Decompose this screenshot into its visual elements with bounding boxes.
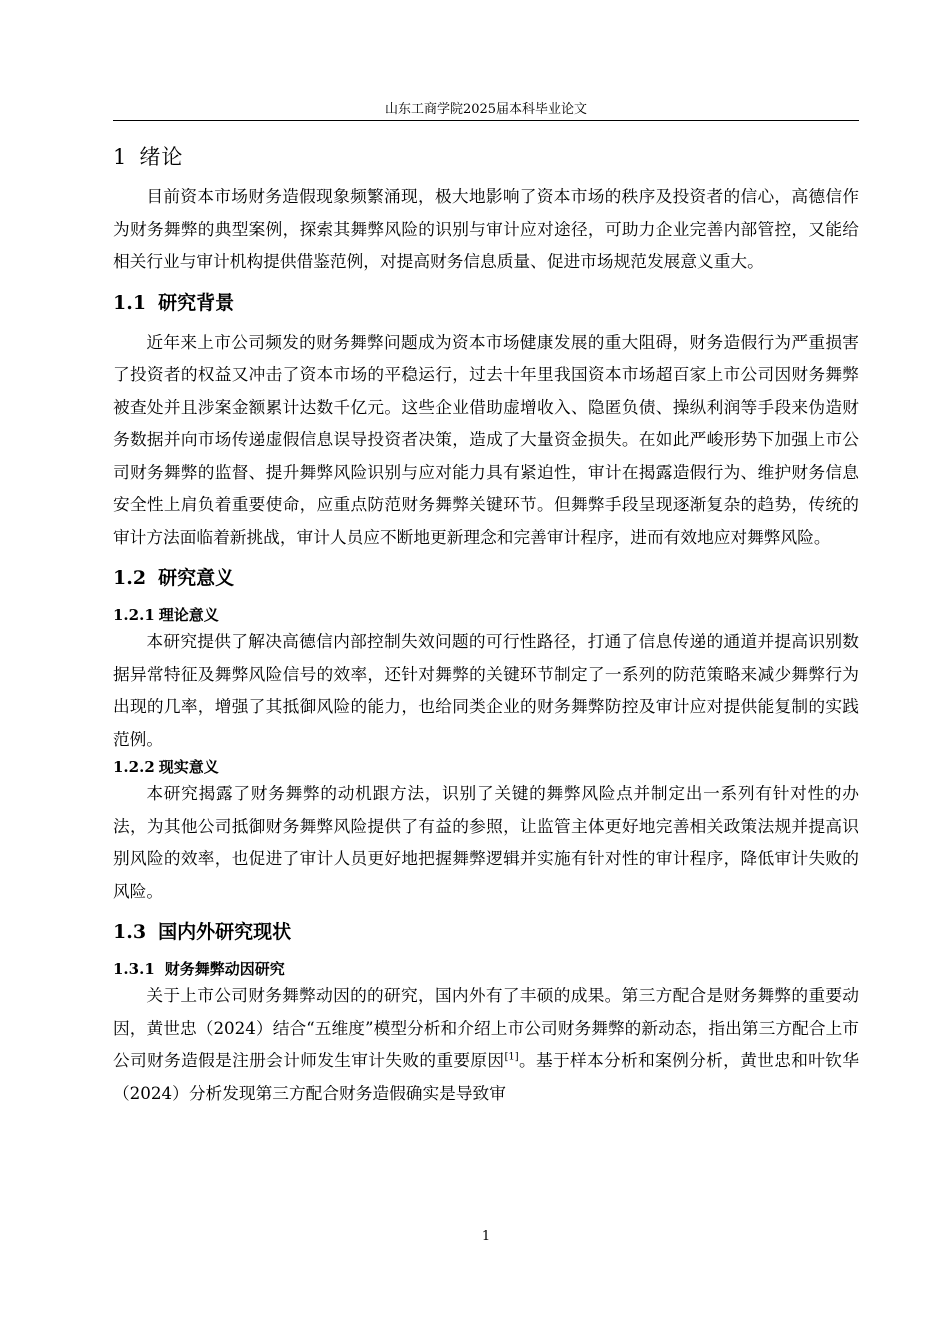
subsection-heading-1-2-2 xyxy=(113,757,859,777)
page-number: 1 xyxy=(481,1229,491,1244)
subsection-1-2-2-paragraph: 本研究揭露了财务舞弊的动机跟方法，识别了关键的舞弊风险点并制定出一系列有针对性的办法，为其他公司抵御财务舞弊风险提供了有益的参照，让监管主体更好地完善相关政策法规并提高识别风险的效率，也促进了审计人员更好地把握舞弊逻辑并实施有针对性的审计程序，降低审计失败的风险。 xyxy=(113,783,859,901)
citation-marker[interactable]: [1] xyxy=(504,1051,519,1063)
subsection-title: 现实意义 xyxy=(158,758,219,776)
page-body xyxy=(113,140,859,1109)
subsection-1-3-1-paragraph xyxy=(113,979,859,1109)
paragraph-text: 。基于样本分析和案例分析，黄世忠和叶钦华（2024）分析发现第三方配合财务造假确实是导致审 xyxy=(113,1050,860,1103)
subsection-title: 理论意义 xyxy=(158,606,219,624)
chapter-number: 1 xyxy=(113,145,128,169)
subsection-heading-1-2-1 xyxy=(113,605,859,625)
chapter-heading xyxy=(113,144,859,170)
subsection-number: 1.2.2 xyxy=(113,758,155,776)
subsection-1-2-1-paragraph: 本研究提供了解决高德信内部控制失效问题的可行性路径，打通了信息传递的通道并提高识别数据异常特征及舞弊风险信号的效率，还针对舞弊的关键环节制定了一系列的防范策略来减少舞弊行为出现的几率，增强了其抵御风险的能力，也给同类企业的财务舞弊防控及审计应对提供能复制的实践范例。 xyxy=(113,631,859,749)
section-number: 1.1 xyxy=(113,291,147,314)
subsection-heading-1-3-1 xyxy=(113,959,859,979)
section-heading-1-1 xyxy=(113,291,859,315)
section-title: 国内外研究现状 xyxy=(158,921,292,943)
section-title: 研究意义 xyxy=(158,567,235,589)
chapter-title: 绪论 xyxy=(139,145,184,169)
paragraph-text: 关于上市公司财务舞弊动因的的研究，国内外有了丰硕的成果。第三方配合是财务舞弊的重要动因，黄世忠（2024）结合“五维度”模型分析和介绍上市公司财务舞弊的新动态，指出第三方配合上市公司财务造假是注册会计师发生审计失败的重要原因 xyxy=(113,985,859,1070)
section-heading-1-2 xyxy=(113,566,859,590)
section-number: 1.2 xyxy=(113,567,147,589)
subsection-number: 1.3.1 xyxy=(113,960,155,978)
section-1-1-paragraph: 近年来上市公司频发的财务舞弊问题成为资本市场健康发展的重大阻碍，财务造假行为严重损害了投资者的权益又冲击了资本市场的平稳运行，过去十年里我国资本市场超百家上市公司因财务舞弊被查处并且涉案金额累计达数千亿元。这些企业借助虚增收入、隐匿负债、操纵利润等手段来伪造财务数据并向市场传递虚假信息误导投资者决策，造成了大量资金损失。在如此严峻形势下加强上市公司财务舞弊的监督、提升舞弊风险识别与应对能力具有紧迫性，审计在揭露造假行为、维护财务信息安全性上肩负着重要使命，应重点防范财务舞弊关键环节。但舞弊手段呈现逐渐复杂的趋势，传统的审计方法面临着新挑战，审计人员应不断地更新理念和完善审计程序，进而有效地应对舞弊风险。 xyxy=(113,331,859,547)
section-heading-1-3 xyxy=(113,920,859,944)
section-number: 1.3 xyxy=(113,921,147,943)
running-header: 山东工商学院2025届本科毕业论文 xyxy=(384,102,588,117)
chapter-intro-paragraph: 目前资本市场财务造假现象频繁涌现，极大地影响了资本市场的秩序及投资者的信心，高德信作为财务舞弊的典型案例，探索其舞弊风险的识别与审计应对途径，可助力企业完善内部管控，又能给相关行业与审计机构提供借鉴范例，对提高财务信息质量、促进市场规范发展意义重大。 xyxy=(113,186,859,271)
subsection-number: 1.2.1 xyxy=(113,606,155,624)
section-title: 研究背景 xyxy=(158,291,235,314)
subsection-title: 财务舞弊动因研究 xyxy=(164,960,285,978)
header-rule xyxy=(113,120,859,121)
